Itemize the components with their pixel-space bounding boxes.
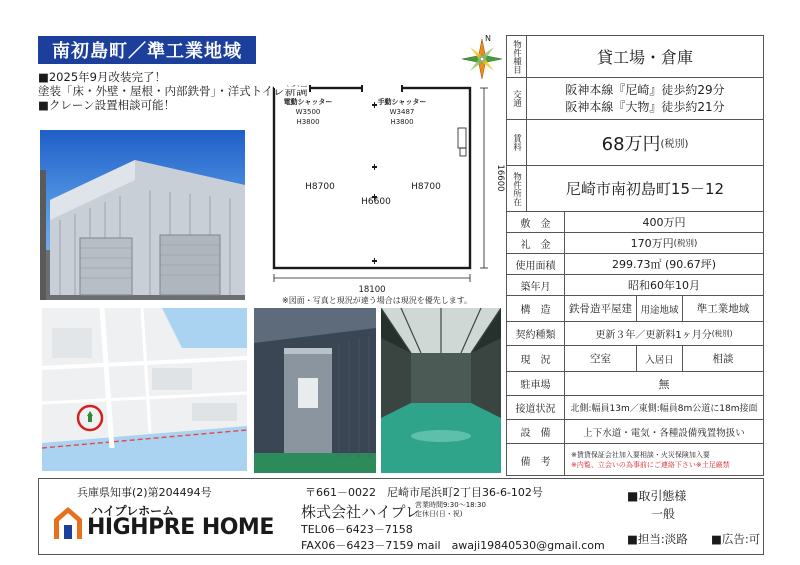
- label-parking: 駐車場: [507, 372, 565, 395]
- plan-note: ※図面・写真と現況が違う場合は現況を優先します。: [282, 296, 473, 305]
- agency-footer: [38, 478, 764, 555]
- transit-daimotsu: 阪神本線『大物』徒歩約21分: [565, 99, 725, 114]
- label-area: 使用面積: [507, 254, 565, 274]
- label-structure: 構 造: [507, 296, 565, 321]
- brand-name: HIGHPRE HOME: [87, 515, 274, 540]
- trade-mode-value: 一般: [651, 507, 676, 521]
- row-built: [507, 275, 763, 296]
- label-move-in: 入居日: [637, 346, 683, 371]
- fax-number: FAX06－6423－7159: [301, 539, 414, 552]
- floor-plan-diagram: [262, 78, 507, 306]
- label-property-type: 物件種目: [507, 36, 527, 77]
- transit-amagasaki: 阪神本線『尼崎』徒歩約29分: [565, 82, 725, 97]
- trade-mode-label: ■取引態様: [627, 489, 687, 503]
- shutter-electric-height: H3800: [296, 118, 320, 126]
- row-property-type: [507, 36, 763, 78]
- value-road-access: 北側:幅員13m／東側:幅員8m公道に18m接面: [570, 404, 758, 414]
- ad-permission: ■広告:可: [711, 532, 761, 546]
- value-contract: [565, 322, 763, 345]
- row-contract: [507, 322, 763, 346]
- label-road-access: 接道状況: [507, 396, 565, 419]
- rent-tax-note: (税別): [660, 139, 689, 150]
- agency-address: 〒661－0022 尼崎市尾浜町2丁目36-6-102号: [305, 486, 543, 499]
- house-logo-icon: [53, 505, 83, 541]
- interior-illustration-1: [254, 308, 376, 473]
- shutter-electric-label: 電動シャッター: [283, 98, 333, 106]
- value-built: 昭和60年10月: [628, 279, 700, 292]
- plan-width-dimension: 18100: [358, 285, 386, 295]
- value-area: 299.73㎡ (90.67坪): [611, 258, 717, 271]
- row-transit: [507, 78, 763, 120]
- row-key-money: [507, 233, 763, 254]
- interior-photo-hall: [381, 308, 501, 473]
- value-key-money: [565, 233, 763, 253]
- row-structure: [507, 296, 763, 322]
- label-facilities: 設 備: [507, 420, 565, 443]
- label-deposit: 敷 金: [507, 212, 565, 232]
- rent-amount: 68万円: [601, 133, 661, 155]
- remarks-guarantee: ※賃貸保証会社加入要相談・火災保険加入要: [571, 451, 710, 459]
- value-rent: [527, 120, 763, 165]
- row-deposit: [507, 212, 763, 233]
- ceiling-height-right: H8700: [411, 182, 441, 192]
- page-title: 南初島町／準工業地域: [38, 36, 256, 64]
- value-status: 空室: [565, 346, 637, 371]
- hours-text: 営業時間9:30～18:30: [415, 501, 486, 509]
- svg-text:N: N: [485, 34, 491, 43]
- business-hours: [415, 501, 486, 519]
- row-facilities: [507, 420, 763, 444]
- key-money-tax-note: (税別): [673, 239, 698, 249]
- ceiling-height-center: H6600: [361, 197, 391, 207]
- note-renovation: ■2025年9月改装完了！: [38, 70, 166, 84]
- value-structure: 鉄骨造平屋建: [565, 296, 637, 321]
- brand-kana: ハイプレホーム: [91, 504, 175, 518]
- interior-photo-toilet: [254, 308, 376, 473]
- value-transit: [527, 78, 763, 119]
- map-illustration: [42, 308, 247, 471]
- row-road-access: [507, 396, 763, 420]
- plan-depth-dimension: 16600: [495, 164, 505, 192]
- contract-terms: 更新３年／更新料1ヶ月分: [595, 330, 712, 341]
- shutter-manual-label: 手動シャッター: [377, 98, 427, 106]
- label-remarks: 備 考: [507, 444, 565, 476]
- row-area: [507, 254, 763, 275]
- property-details-table: [506, 35, 764, 476]
- value-remarks: [565, 444, 763, 476]
- agency-license: 兵庫県知事(2)第204494号: [77, 486, 212, 499]
- location-map: [42, 308, 247, 471]
- ceiling-height-left: H8700: [305, 182, 335, 192]
- value-property-type: 貸工場・倉庫: [596, 48, 693, 67]
- shutter-manual-height: H3800: [390, 118, 414, 126]
- label-transit: 交通: [507, 78, 527, 119]
- company-name: 株式会社ハイプレ: [301, 503, 420, 521]
- label-zoning: 用途地域: [637, 296, 683, 321]
- row-rent: [507, 120, 763, 166]
- value-deposit: 400万円: [642, 216, 686, 229]
- phone-number[interactable]: TEL06－6423－7158: [301, 523, 413, 536]
- email-address[interactable]: mail awaji19840530@gmail.com: [417, 539, 605, 552]
- label-key-money: 礼 金: [507, 233, 565, 253]
- note-crane: ■クレーン設置相談可能！: [38, 98, 176, 112]
- contract-tax-note: (税別): [711, 329, 733, 338]
- note-painting: 塗装「床・外壁・屋根・内部鉄骨」・洋式トイレ新調: [38, 84, 308, 98]
- value-address: 尼崎市南初島町15－12: [565, 180, 725, 198]
- row-status: [507, 346, 763, 372]
- value-zoning: 準工業地域: [696, 303, 750, 315]
- label-built: 築年月: [507, 275, 565, 295]
- remarks-viewing: ※内覧、立会いの為事前にご連絡下さい※土足厳禁: [571, 461, 730, 469]
- key-money-amount: 170万円: [630, 237, 674, 250]
- exterior-photo: [40, 130, 245, 300]
- shutter-electric-width: W3500: [295, 108, 321, 116]
- label-contract: 契約種類: [507, 322, 565, 345]
- value-parking: 無: [658, 377, 670, 391]
- row-address: [507, 166, 763, 212]
- shutter-manual-width: W3487: [389, 108, 415, 116]
- exterior-illustration: [40, 130, 245, 300]
- interior-illustration-2: [381, 308, 501, 473]
- value-move-in: 相談: [712, 353, 734, 365]
- label-rent: 賃料: [507, 120, 527, 165]
- value-facilities: 上下水道・電気・各種設備残置物扱い: [583, 427, 745, 439]
- label-status: 現 況: [507, 346, 565, 371]
- contact-person: ■担当:淡路: [627, 532, 688, 546]
- row-remarks: [507, 444, 763, 476]
- holiday-text: 定休日(日・祝): [415, 510, 463, 518]
- row-parking: [507, 372, 763, 396]
- label-address: 物件所在: [507, 166, 527, 211]
